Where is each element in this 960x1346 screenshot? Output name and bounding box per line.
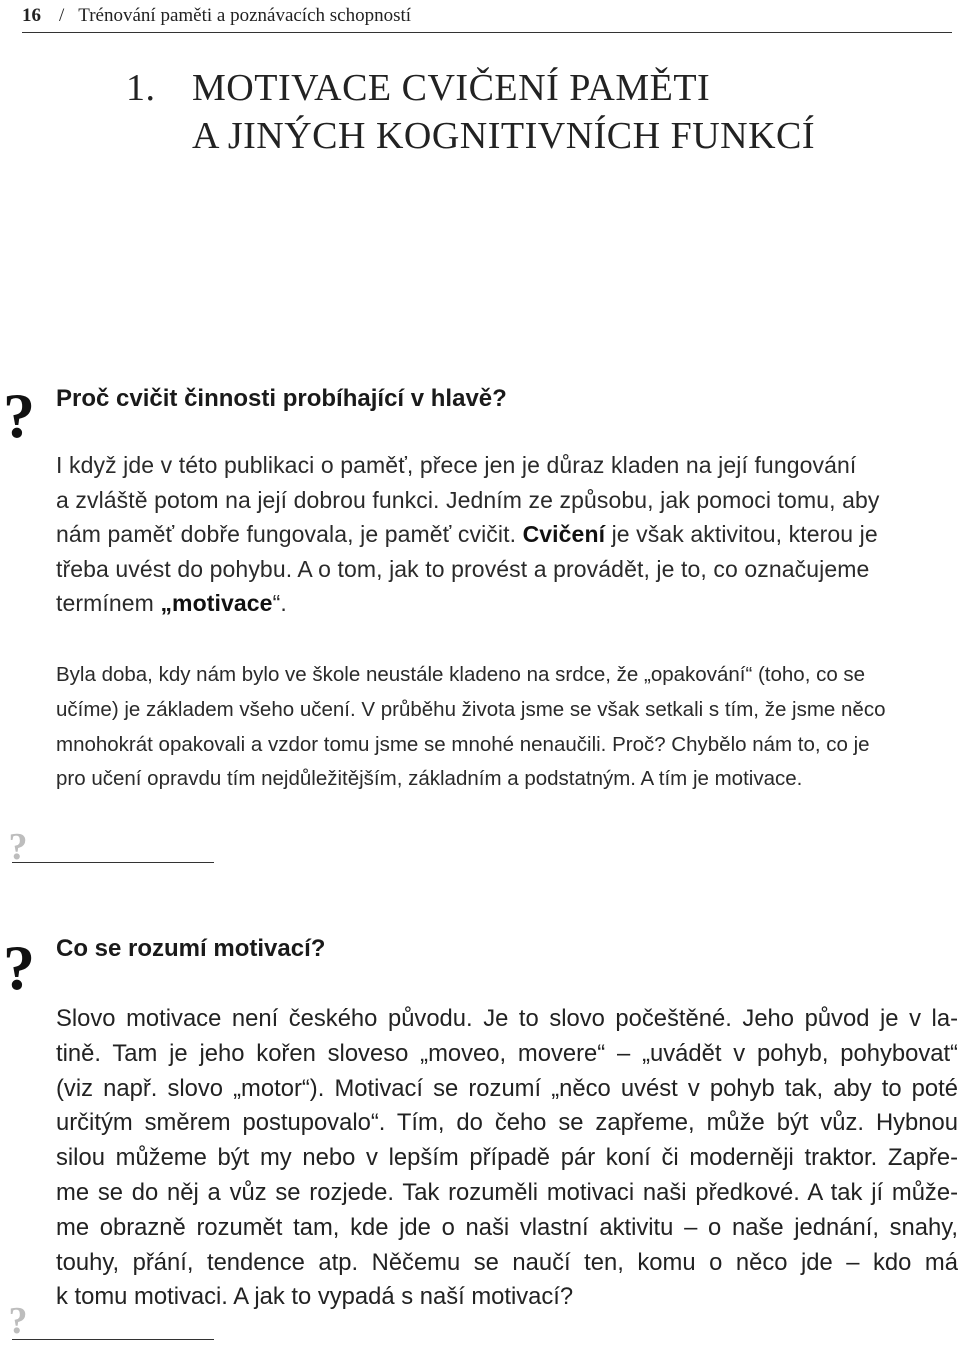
text-line: určitým směrem postupovalo“. Tím, do čeho se zapřeme, může být vůz. Hybnou (56, 1109, 958, 1137)
text-line: mnohokrát opakovali a vzdor tomu jsme se mnohé nenaučili. Proč? Chybělo nám to, co je (56, 732, 870, 756)
text-segment: termínem (56, 590, 154, 616)
emphasis-cviceni: Cvičení (522, 521, 606, 547)
text-line: Slovo motivace není českého původu. Je to slovo počeštěné. Jeho původ je v la- (56, 1005, 958, 1032)
section2-question: Co se rozumí motivací? (56, 935, 326, 962)
text-line: touhy, přání, tendence atp. Něčemu se naučí ten, komu o něco jde – kdo má (56, 1248, 958, 1276)
small-question-mark-icon: ? (8, 826, 28, 868)
text-segment: nám paměť dobře fungovala, je paměť cvičit. (56, 521, 517, 547)
emphasis-motivace: „motivace (160, 590, 273, 616)
text-line: pro učení opravdu tím nejdůležitějším, základním a podstatným. A tím je motivace. (56, 767, 803, 791)
text-line: Byla doba, kdy nám bylo ve škole neustále kladeno na srdce, že „opakování“ (toho, co se (56, 663, 866, 686)
question-mark-icon: ? (3, 380, 35, 451)
chapter-title-line2: A JINÝCH KOGNITIVNÍCH FUNKCÍ (192, 115, 816, 157)
text-line (56, 586, 958, 621)
text-line (56, 517, 958, 552)
section-divider (12, 1339, 214, 1340)
text-line: silou můžeme být my nebo v lepším případě pár koní či moderněji traktor. Zapře- (56, 1144, 958, 1172)
section-divider (12, 862, 214, 863)
text-line: I když jde v této publikaci o paměť, přece jen je důraz kladen na její fungování (56, 452, 857, 478)
text-line: třeba uvést do pohybu. A o tom, jak to provést a provádět, je to, co označujeme (56, 555, 870, 582)
section2-paragraph (56, 1002, 958, 1315)
text-line: me se do něj a vůz se rozjede. Tak rozuměli motivaci naši předkové. A tak jí může- (56, 1178, 958, 1206)
book-title: Trénování paměti a poznávacích schopností (78, 5, 412, 26)
section1-question: Proč cvičit činnosti probíhající v hlavě? (56, 385, 507, 412)
page-number: 16 (22, 5, 41, 26)
running-header (22, 0, 952, 33)
text-segment: “. (272, 590, 287, 616)
section1-paragraph1 (56, 448, 958, 621)
section1-paragraph2 (56, 658, 958, 797)
small-question-mark-icon: ? (8, 1300, 28, 1342)
question-mark-icon: ? (3, 932, 35, 1003)
text-line: učíme) je základem všeho učení. V průběhu života jsme se však setkali s tím, že jsme něco (56, 697, 886, 721)
text-line: me obrazně rozumět tam, kde jde o naši vlastní aktivitu – o naše jednání, snahy, (56, 1213, 958, 1241)
text-line: k tomu motivaci. A jak to vypadá s naší motivací? (56, 1283, 574, 1311)
text-line: a zvláště potom na její dobrou funkci. Jedním ze způsobu, jak pomoci tomu, aby (56, 486, 880, 513)
text-line: tině. Tam je jeho kořen sloveso „moveo, movere“ – „uvádět v pohyb, pohybovat“ (56, 1039, 958, 1067)
chapter-number: 1. (126, 67, 156, 109)
header-separator: / (59, 5, 65, 26)
text-line: (viz např. slovo „motor“). Motivací se rozumí „něco uvést v pohyb tak, aby to poté (56, 1074, 958, 1102)
text-segment: je však aktivitou, kterou je (611, 521, 878, 547)
chapter-title-line1: MOTIVACE CVIČENÍ PAMĚTI (192, 67, 711, 109)
